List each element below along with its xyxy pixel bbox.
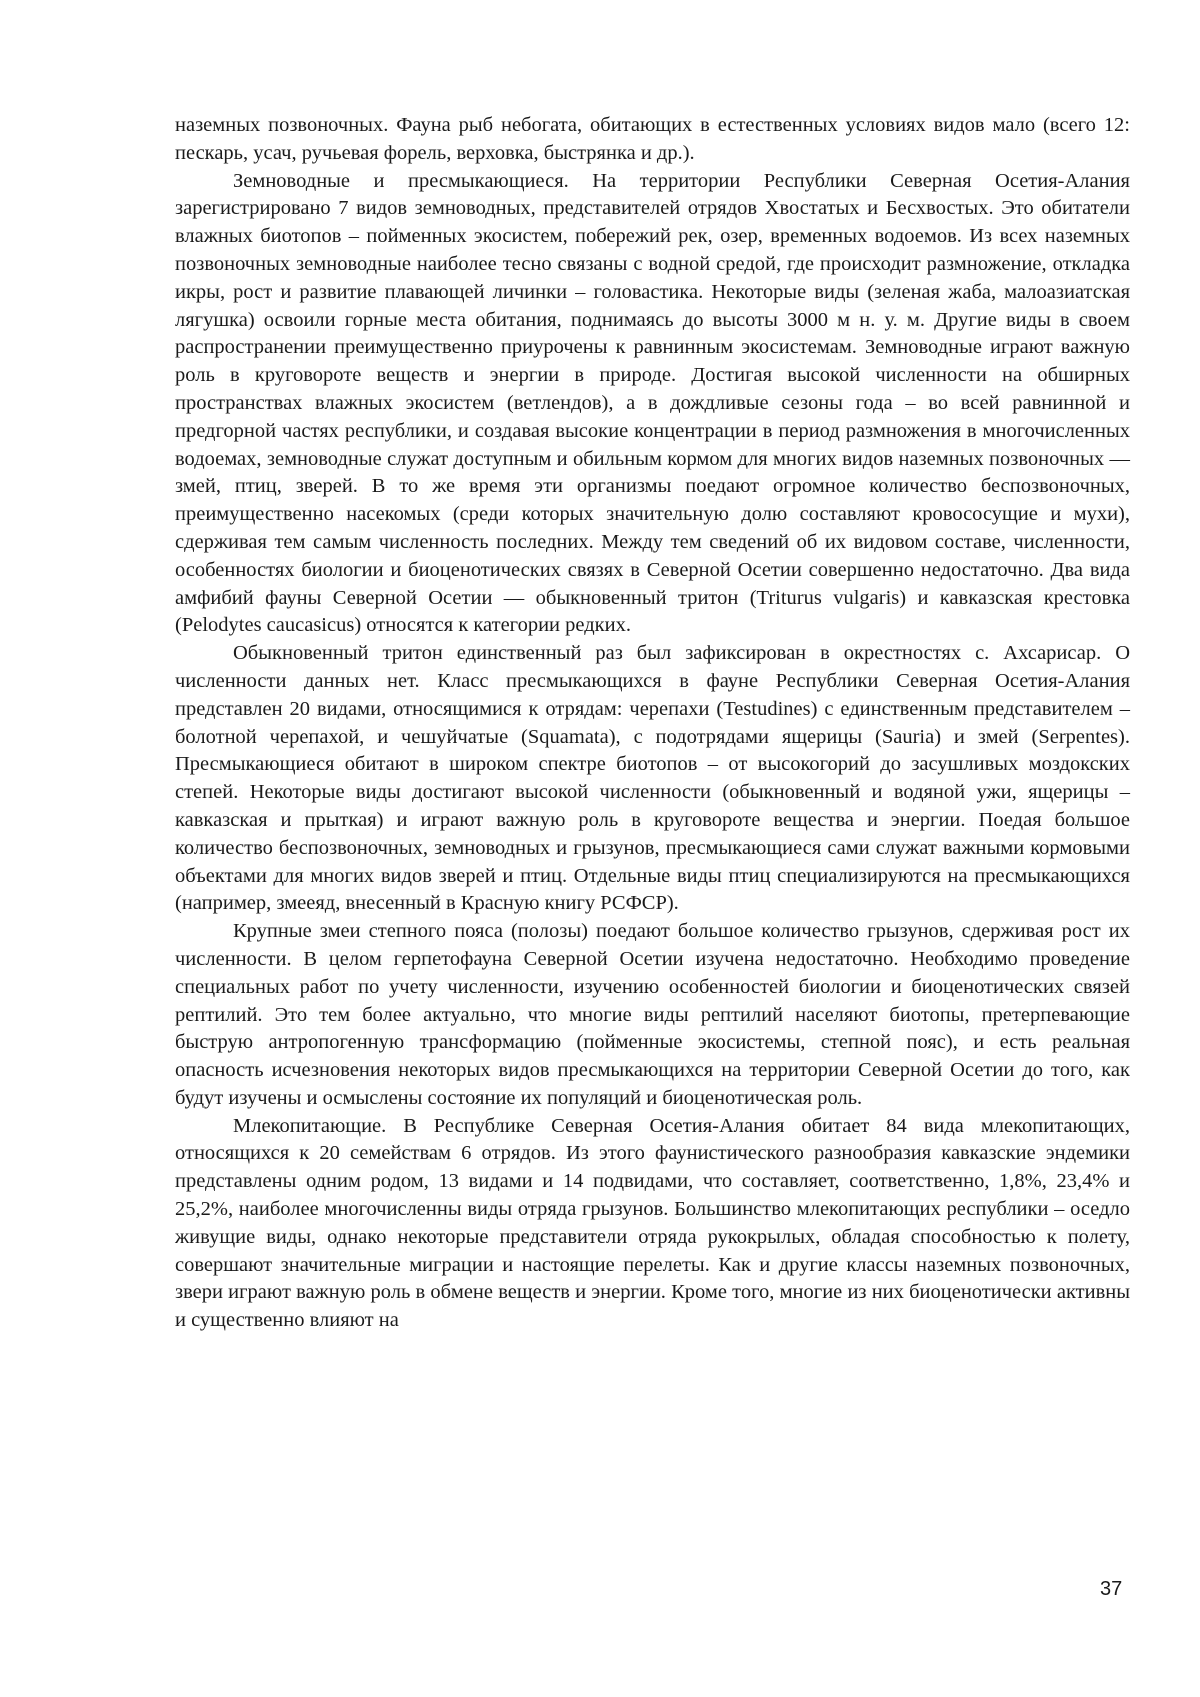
paragraph-fish-continued: наземных позвоночных. Фауна рыб небогата, обитающих в естественных условиях видов мало (всего 12: пескарь, усач, ручьевая форель, верховка, быстрянка и др.).: [175, 114, 1130, 164]
paragraph-amphibians: Земноводные и пресмыкающиеся. На территории Республики Северная Осетия-Алания зарегистрировано 7 видов земноводных, представителей отрядов Хвостатых и Бесхвостых. Это обитатели влажных биотопов – пойменных экосистем, побережий рек, озер, временных водоемов. Из всех наземных позвоночных земноводные наиболее тесно связаны с водной средой, где происходит размножение, откладка икры, рост и развитие плавающей личинки – головастика. Некоторые виды (зеленая жаба, малоазиатская лягушка) освоили горные места обитания, поднимаясь до высоты 3000 м н. у. м. Другие виды в своем распространении преимущественно приурочены к равнинным экосистемам. Земноводные играют важную роль в круговороте веществ и энергии в природе. Достигая высокой численности на обширных пространствах влажных экосистем (ветлендов), а в дождливые сезоны года – во всей равнинной и предгорной частях республики, и создавая высокие концентрации в период размножения в многочисленных водоемах, земноводные служат доступным и обильным кормом для многих видов наземных позвоночных — змей, птиц, зверей. В то же время эти организмы поедают огромное количество беспозвоночных, преимущественно насекомых (среди которых значительную долю составляют кровососущие и мухи), сдерживая тем самым численность последних. Между тем сведений об их видовом составе, численности, особенностях биологии и биоценотических связях в Северной Осетии совершенно недостаточно. Два вида амфибий фауны Северной Осетии — обыкновенный тритон (Triturus vulgaris) и кавказская крестовка (Pelodytes caucasicus) относятся к категории редких.: [175, 169, 1130, 637]
paragraph-mammals: Млекопитающие. В Республике Северная Осетия-Алания обитает 84 вида млекопитающих, относящихся к 20 семействам 6 отрядов. Из этого фаунистического разнообразия кавказские эндемики представлены одним родом, 13 видами и 14 подвидами, что составляет, соответственно, 1,8%, 23,4% и 25,2%, наиболее многочисленны виды отряда грызунов. Большинство млекопитающих республики – оседло живущие виды, однако некоторые представители отряда рукокрылых, обладая способностью к полету, совершают значительные миграции и настоящие перелеты. Как и другие классы наземных позвоночных, звери играют важную роль в обмене веществ и энергии. Кроме того, многие из них биоценотически активны и существенно влияют на: [175, 1114, 1130, 1332]
body-text: [175, 112, 1130, 1335]
paragraph-snakes: Крупные змеи степного пояса (полозы) поедают большое количество грызунов, сдерживая рост их численности. В целом герпетофауна Северной Осетии изучена недостаточно. Необходимо проведение специальных работ по учету численности, изучению особенностей биологии и биоценотических связей рептилий. Это тем более актуально, что многие виды рептилий населяют биотопы, претерпевающие быструю антропогенную трансформацию (пойменные экосистемы, степной пояс), и есть реальная опасность исчезновения некоторых видов пресмыкающихся на территории Северной Осетии до того, как будут изучены и осмыслены состояние их популяций и биоценотическая роль.: [175, 920, 1130, 1109]
page-number: 37: [1100, 1578, 1123, 1600]
paragraph-newt-reptiles: Обыкновенный тритон единственный раз был зафиксирован в окрестностях с. Ахсарисар. О численности данных нет. Класс пресмыкающихся в фауне Республики Северная Осетия-Алания представлен 20 видами, относящимися к отрядам: черепахи (Testudines) с единственным представителем – болотной черепахой, и чешуйчатые (Squamata), с подотрядами ящерицы (Sauria) и змей (Serpentes). Пресмыкающиеся обитают в широком спектре биотопов – от высокогорий до засушливых моздокских степей. Некоторые виды достигают высокой численности (обыкновенный и водяной ужи, ящерицы – кавказская и прыткая) и играют важную роль в круговороте вещества и энергии. Поедая большое количество беспозвоночных, земноводных и грызунов, пресмыкающиеся сами служат важными кормовыми объектами для многих видов зверей и птиц. Отдельные виды птиц специализируются на пресмыкающихся (например, змееяд, внесенный в Красную книгу РСФСР).: [175, 642, 1130, 915]
